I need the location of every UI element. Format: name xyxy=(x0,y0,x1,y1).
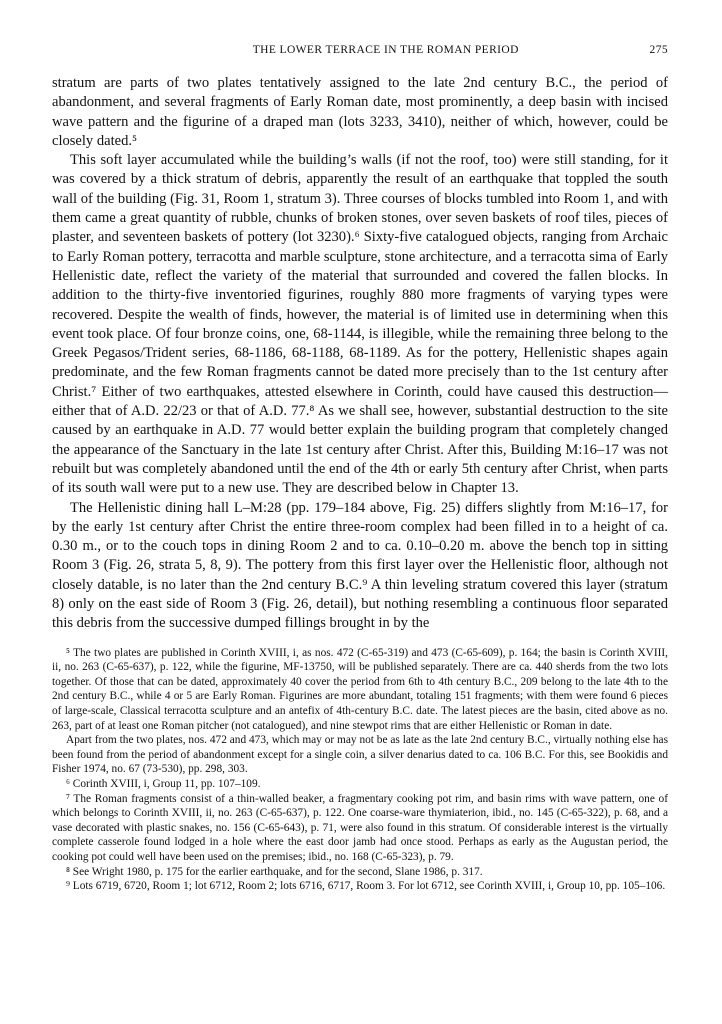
footnote: ⁹ Lots 6719, 6720, Room 1; lot 6712, Room 2; lots 6716, 6717, Room 3. For lot 6712, see Corinth XVIII, i, Group 10, pp. 105–106. xyxy=(66,880,666,893)
page-number: 275 xyxy=(649,44,668,56)
body-paragraph: stratum are parts of two plates tentatively assigned to the late 2nd century B.C., the period of abandonment, and several fragments of Early Roman date, most prominently, a deep basin with incised wave pattern and the figurine of a draped man (lots 3233, 3410), neither of which, however, could be closely dated.⁵ xyxy=(52,75,668,149)
running-header xyxy=(52,44,668,56)
footnote: ⁶ Corinth XVIII, i, Group 11, pp. 107–109. xyxy=(66,777,261,790)
footnote: ⁸ See Wright 1980, p. 175 for the earlier earthquake, and for the second, Slane 1986, p. 317. xyxy=(66,865,483,878)
body-paragraph: The Hellenistic dining hall L–M:28 (pp. 179–184 above, Fig. 25) differs slightly from M:16–17, for by the early 1st century after Christ the entire three-room complex had been filled in to a height of ca. 0.30 m., or to the couch tops in dining Room 2 and to ca. 0.10–0.20 m. above the bench top in sitting Room 3 (Fig. 26, strata 5, 8, 9). The pottery from this first layer over the Hellenistic floor, although not closely datable, is no later than the 2nd century B.C.⁹ A thin leveling stratum covered this layer (stratum 8) only on the east side of Room 3 (Fig. 26, detail), but nothing resembling a continuous floor separated this debris from the successive dumped fillings brought in by the xyxy=(52,499,668,632)
footnote: ⁵ The two plates are published in Corinth XVIII, i, as nos. 472 (C-65-319) and 473 (C-65-609), p. 164; the basin is Corinth XVIII, ii, no. 263 (C-65-637), p. 122, while the figurine, MF-13750, will be published separately. There are ca. 440 sherds from the two lots together. Of those that can be dated, approximately 40 cover the period from 6th to 4th century B.C., 209 belong to the late 4th to the 2nd century B.C., while 4 or 5 are Early Roman. Figurines are more abundant, totaling 151 fragments; with them were found 6 pieces of large-scale, Classical terracotta sculpture and an antefix of 4th-century B.C. date. The latest pieces are the basin, cited above as no. 263, part of at least one Roman pitcher (not catalogued), and nine stewpot rims that are either Hellenistic or Roman in date. xyxy=(52,646,668,732)
footnote-continuation: Apart from the two plates, nos. 472 and 473, which may or may not be as late as the late 2nd century B.C., virtually nothing else has been found from the period of abandonment except for a single coin, a silver denarius dated to ca. 106 B.C. For this, see Bookidis and Fisher 1974, no. 67 (73-530), pp. 298, 303. xyxy=(52,734,668,776)
body-paragraph: This soft layer accumulated while the building’s walls (if not the roof, too) were still standing, for it was covered by a thick stratum of debris, apparently the result of an earthquake that toppled the south wall of the building (Fig. 31, Room 1, stratum 3). Three courses of blocks tumbled into Room 1, and with them came a great quantity of rubble, chunks of broken stones, over seven baskets of roof tiles, pieces of plaster, and seventeen baskets of pottery (lot 3230).⁶ Sixty-five catalogued objects, ranging from Archaic to Early Roman pottery, terracotta and marble sculpture, stone architecture, and a terracotta sima of Early Hellenistic date, reflect the variety of the material that surrounded and covered the fallen blocks. In addition to the thirty-five inventoried figurines, roughly 880 more fragments of varying types were recovered. Despite the wealth of finds, however, the material is of limited use in determining when this event took place. Of four bronze coins, one, 68-1144, is illegible, while the remaining three belong to the Greek Pegasos/Trident series, 68-1186, 68-1188, 68-1189. As for the pottery, Hellenistic shapes again predominate, and the few Roman fragments cannot be dated more precisely than to the 1st century after Christ.⁷ Either of two earthquakes, attested elsewhere in Corinth, could have caused this destruction—either that of A.D. 22/23 or that of A.D. 77.⁸ As we shall see, however, substantial destruction to the site caused by an earthquake in A.D. 77 would better explain the building program that completely changed the appearance of the Sanctuary in the late 1st century after Christ. After this, Building M:16–17 was not rebuilt but was completely abandoned until the end of the 4th or early 5th century after Christ, when parts of its south wall were put to a new use. They are described below in Chapter 13. xyxy=(52,152,668,497)
footnote: ⁷ The Roman fragments consist of a thin-walled beaker, a fragmentary cooking pot rim, and basin rims with wave pattern, one of which belongs to Corinth XVIII, ii, no. 263 (C-65-637), p. 122. One coarse-ware thymiaterion, ibid., no. 145 (C-65-322), p. 68, and a vase decorated with plastic snakes, no. 156 (C-65-643), p. 71, were also found in this stratum. Of considerable interest is the virtually complete casserole found lodged in a hole where the east door jamb had once stood. Perhaps as early as the Augustan period, the cooking pot could well have been used on the premises; ibid., no. 168 (C-65-323), p. 79. xyxy=(52,792,668,863)
body-text xyxy=(52,74,668,634)
running-title: THE LOWER TERRACE IN THE ROMAN PERIOD xyxy=(252,44,519,56)
footnotes xyxy=(52,646,668,894)
page xyxy=(52,44,668,894)
